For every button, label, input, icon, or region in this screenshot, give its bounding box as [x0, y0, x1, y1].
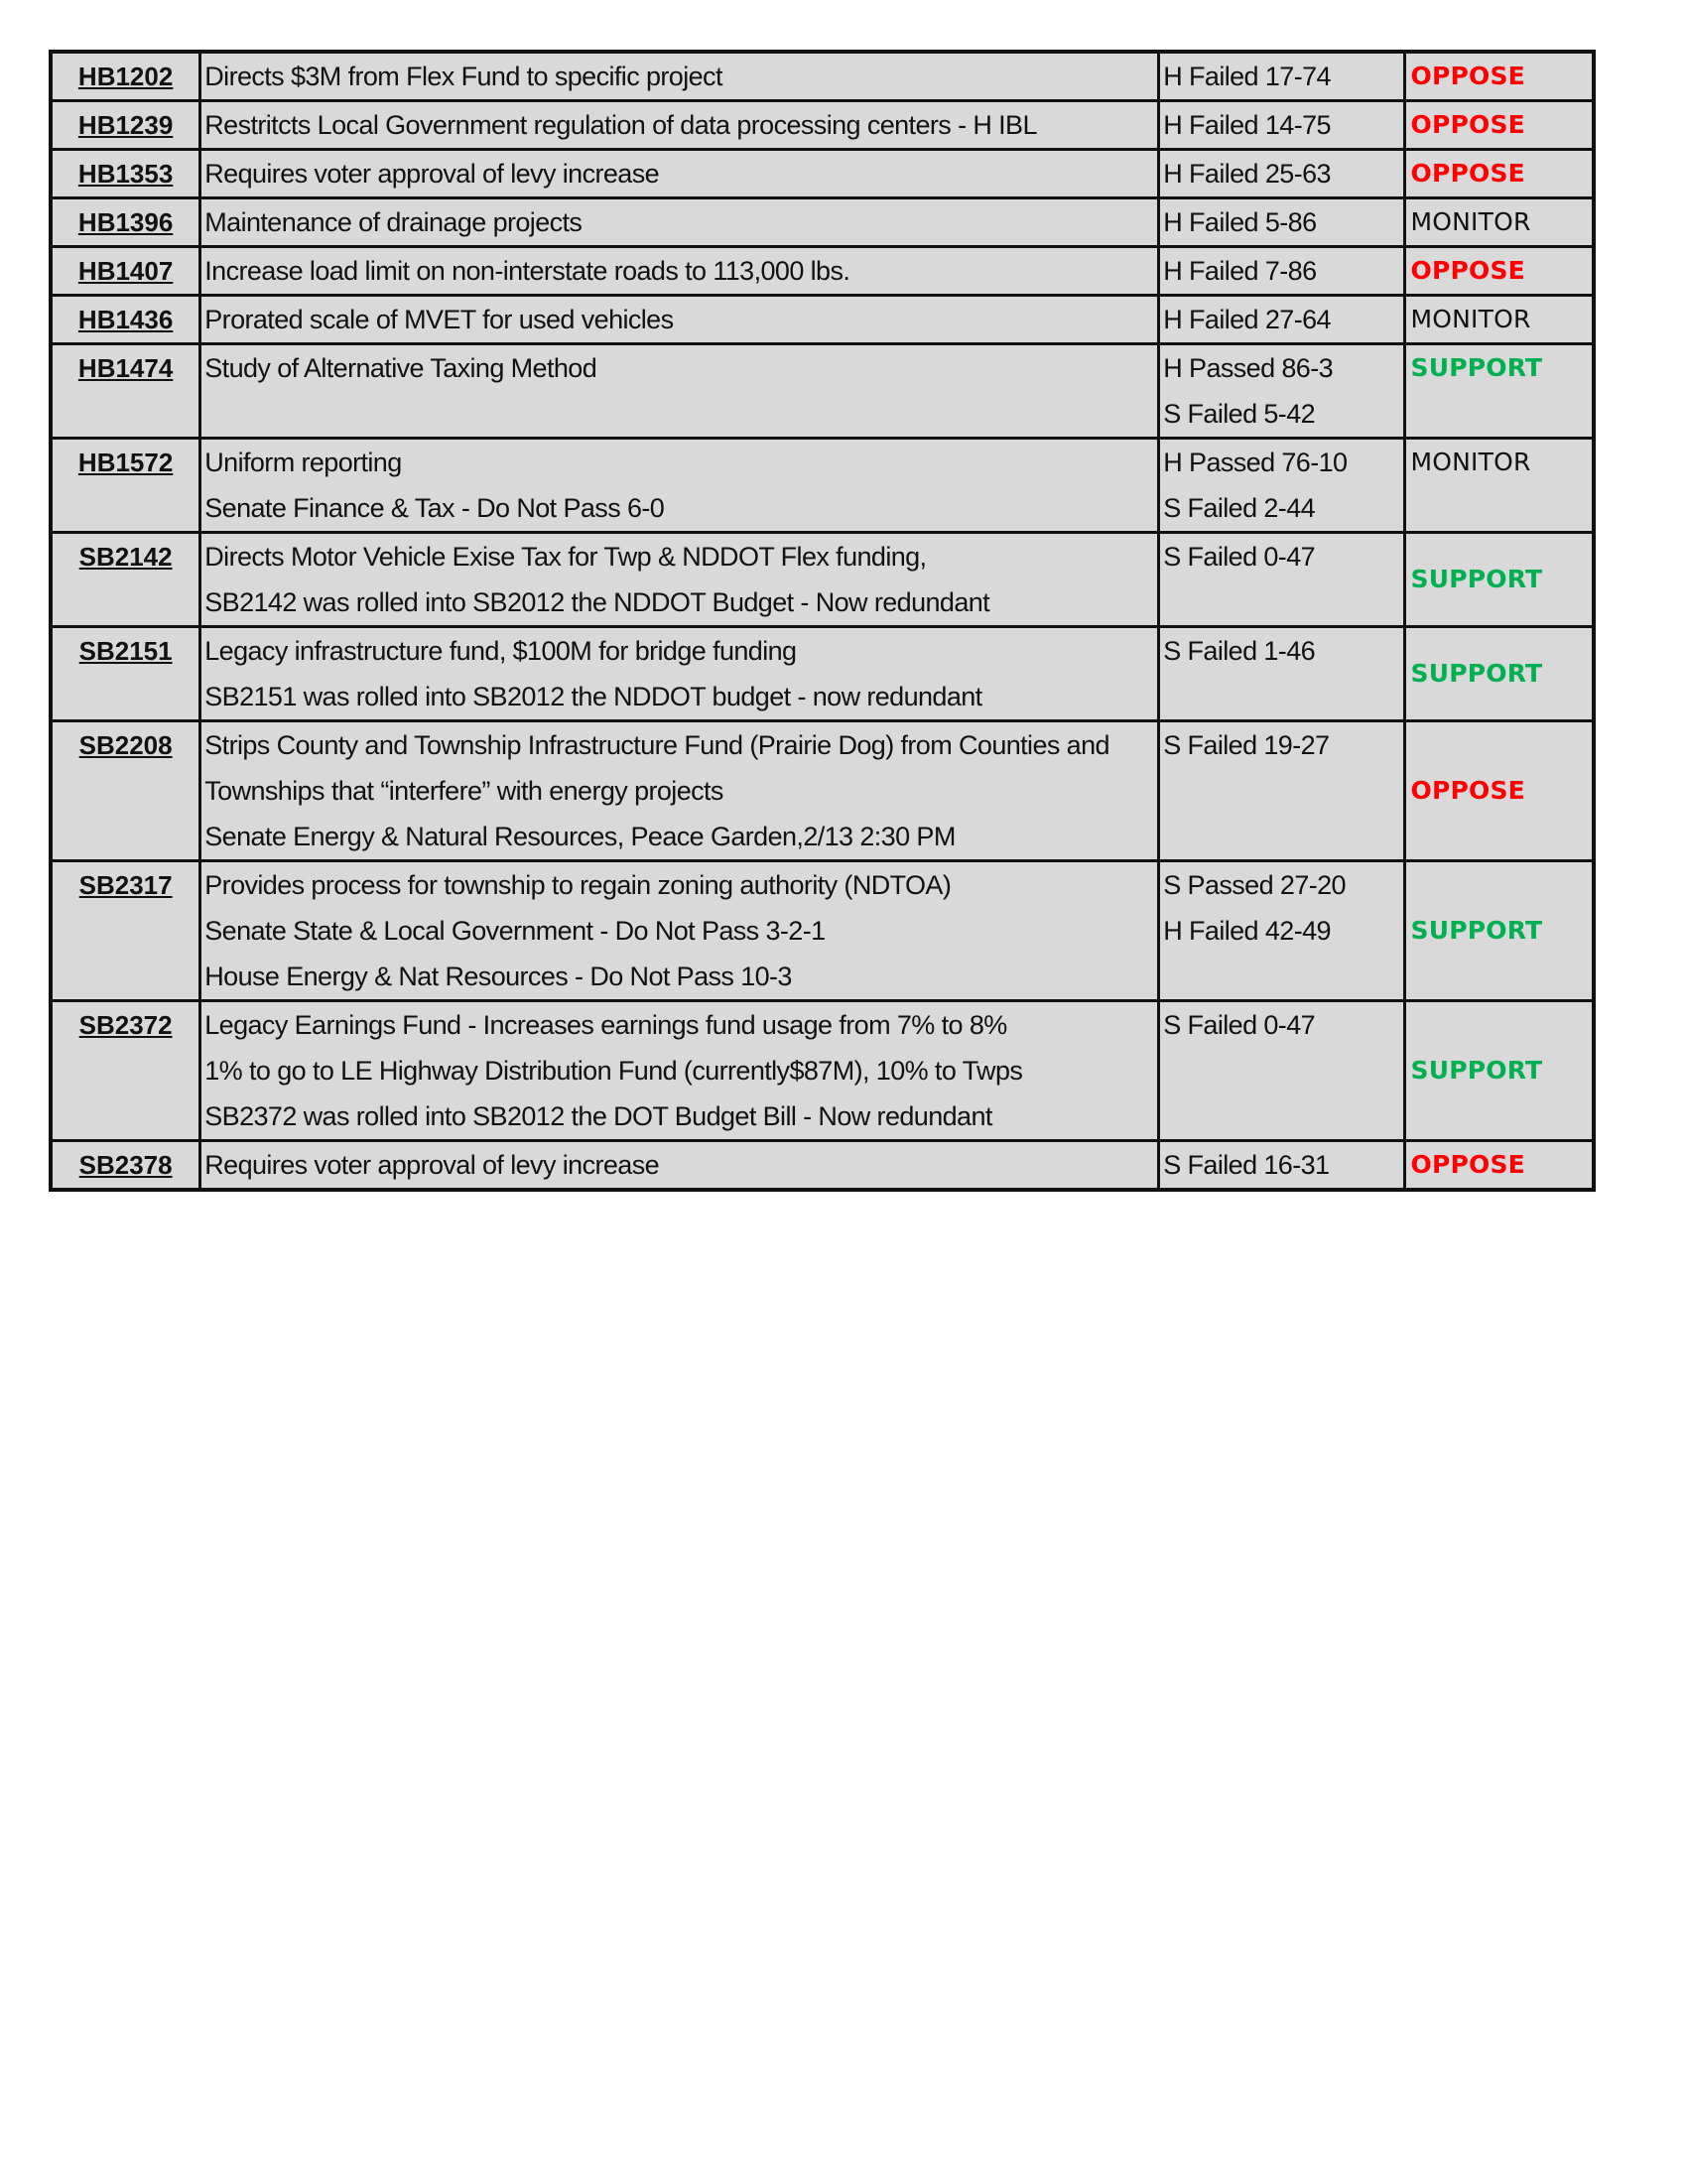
position-badge-monitor: MONITOR — [1410, 448, 1531, 476]
bill-id-link[interactable]: HB1436 — [77, 305, 174, 334]
position-badge-oppose: OPPOSE — [1410, 62, 1525, 90]
bill-status-line: S Failed 2-44 — [1163, 493, 1316, 523]
bill-position-cell — [1404, 1141, 1594, 1191]
bill-id-cell — [51, 721, 200, 861]
bill-position-cell — [1404, 101, 1594, 150]
position-badge-oppose: OPPOSE — [1410, 776, 1525, 805]
bill-description-cell — [200, 247, 1159, 296]
bill-description-cell — [200, 721, 1159, 861]
bill-row — [51, 533, 1594, 627]
bill-description-cell — [200, 627, 1159, 721]
bill-description-cell — [200, 1141, 1159, 1191]
legislation-table — [49, 50, 1596, 1192]
bill-status-line: H Passed 86-3 — [1163, 353, 1334, 383]
bill-status-line: H Failed 17-74 — [1163, 62, 1331, 91]
bill-status-cell — [1159, 344, 1404, 439]
bill-description-cell — [200, 533, 1159, 627]
bill-id-link[interactable]: SB2142 — [78, 542, 173, 572]
bill-row — [51, 247, 1594, 296]
bill-row — [51, 198, 1594, 247]
bill-status-line: S Failed 0-47 — [1163, 1010, 1316, 1040]
bill-status-line: H Failed 42-49 — [1163, 916, 1331, 946]
bill-description-line: Prorated scale of MVET for used vehicles — [204, 305, 674, 334]
bill-description-cell — [200, 439, 1159, 533]
bill-description-line: Senate State & Local Government - Do Not Pass 3-2-1 — [204, 916, 826, 946]
bill-id-cell — [51, 150, 200, 198]
bill-row — [51, 296, 1594, 344]
bill-description-line: Increase load limit on non-interstate roads to 113,000 lbs. — [204, 256, 850, 286]
bill-id-cell — [51, 296, 200, 344]
bill-description-line: Directs $3M from Flex Fund to specific project — [204, 62, 722, 91]
bill-id-link[interactable]: SB2317 — [78, 870, 173, 900]
position-badge-support: SUPPORT — [1410, 659, 1543, 688]
position-badge-support: SUPPORT — [1410, 1056, 1543, 1085]
bill-description-line: Maintenance of drainage projects — [204, 207, 583, 237]
bill-description-line — [201, 391, 1157, 437]
bill-description-line: SB2151 was rolled into SB2012 the NDDOT budget - now redundant — [204, 682, 982, 711]
position-badge-monitor: MONITOR — [1410, 207, 1531, 236]
bill-status-cell — [1159, 533, 1404, 627]
position-badge-support: SUPPORT — [1410, 353, 1543, 382]
bill-row — [51, 1001, 1594, 1141]
bill-description-cell — [200, 296, 1159, 344]
position-badge-oppose: OPPOSE — [1410, 110, 1525, 139]
bill-status-line: S Passed 27-20 — [1163, 870, 1346, 900]
bill-description-line: Restritcts Local Government regulation of data processing centers - H IBL — [204, 110, 1037, 140]
bill-status-cell — [1159, 150, 1404, 198]
bill-status-cell — [1159, 52, 1404, 101]
position-badge-oppose: OPPOSE — [1410, 159, 1525, 188]
bill-description-line: Requires voter approval of levy increase — [204, 159, 660, 189]
legislation-table-body — [51, 52, 1594, 1190]
bill-status-line: H Failed 14-75 — [1163, 110, 1331, 140]
bill-status-cell — [1159, 721, 1404, 861]
bill-position-cell — [1404, 52, 1594, 101]
bill-description-line: Senate Finance & Tax - Do Not Pass 6-0 — [204, 493, 665, 523]
bill-id-link[interactable]: HB1239 — [77, 110, 174, 140]
bill-status-line: S Failed 19-27 — [1163, 730, 1330, 760]
bill-position-cell — [1404, 721, 1594, 861]
bill-description-cell — [200, 861, 1159, 1001]
bill-description-line: Directs Motor Vehicle Exise Tax for Twp & NDDOT Flex funding, — [204, 542, 927, 572]
bill-row — [51, 439, 1594, 533]
bill-id-link[interactable]: HB1572 — [77, 448, 174, 477]
bill-description-line: SB2142 was rolled into SB2012 the NDDOT Budget - Now redundant — [204, 587, 990, 617]
bill-status-line: S Failed 0-47 — [1163, 542, 1316, 572]
bill-id-link[interactable]: SB2151 — [78, 636, 173, 666]
bill-id-link[interactable]: HB1353 — [77, 159, 174, 189]
bill-description-line: SB2372 was rolled into SB2012 the DOT Budget Bill - Now redundant — [204, 1101, 992, 1131]
bill-id-cell — [51, 1001, 200, 1141]
bill-status-cell — [1159, 296, 1404, 344]
bill-row — [51, 150, 1594, 198]
bill-status-cell — [1159, 861, 1404, 1001]
position-badge-support: SUPPORT — [1410, 565, 1543, 593]
bill-status-cell — [1159, 1001, 1404, 1141]
bill-id-link[interactable]: HB1202 — [77, 62, 174, 91]
bill-id-cell — [51, 344, 200, 439]
bill-row — [51, 52, 1594, 101]
bill-description-line: Legacy Earnings Fund - Increases earnings fund usage from 7% to 8% — [204, 1010, 1007, 1040]
bill-status-line: S Failed 1-46 — [1163, 636, 1316, 666]
bill-description-cell — [200, 1001, 1159, 1141]
bill-description-line: Provides process for township to regain zoning authority (NDTOA) — [204, 870, 952, 900]
bill-status-cell — [1159, 439, 1404, 533]
bill-status-cell — [1159, 198, 1404, 247]
bill-row — [51, 101, 1594, 150]
bill-description-line: Senate Energy & Natural Resources, Peace Garden,2/13 2:30 PM — [204, 822, 956, 851]
bill-description-cell — [200, 344, 1159, 439]
bill-description-line: Townships that “interfere” with energy projects — [204, 776, 723, 806]
bill-status-line: H Failed 25-63 — [1163, 159, 1331, 189]
position-badge-oppose: OPPOSE — [1410, 1150, 1525, 1179]
bill-id-link[interactable]: SB2208 — [78, 730, 173, 760]
bill-id-cell — [51, 101, 200, 150]
bill-position-cell — [1404, 1001, 1594, 1141]
bill-description-cell — [200, 52, 1159, 101]
bill-id-cell — [51, 439, 200, 533]
bill-status-line: S Failed 16-31 — [1163, 1150, 1330, 1180]
bill-position-cell — [1404, 344, 1594, 439]
bill-description-line: House Energy & Nat Resources - Do Not Pass 10-3 — [204, 962, 792, 991]
bill-position-cell — [1404, 861, 1594, 1001]
bill-description-line: Legacy infrastructure fund, $100M for bridge funding — [204, 636, 797, 666]
bill-position-cell — [1404, 247, 1594, 296]
position-badge-oppose: OPPOSE — [1410, 256, 1525, 285]
bill-position-cell — [1404, 627, 1594, 721]
bill-row — [51, 721, 1594, 861]
bill-status-cell — [1159, 627, 1404, 721]
bill-id-link[interactable]: SB2378 — [78, 1150, 173, 1180]
bill-id-cell — [51, 861, 200, 1001]
bill-id-link[interactable]: HB1407 — [77, 256, 174, 286]
bill-status-cell — [1159, 247, 1404, 296]
bill-status-line: H Failed 7-86 — [1163, 256, 1317, 286]
bill-status-line: H Failed 27-64 — [1163, 305, 1331, 334]
bill-description-line: 1% to go to LE Highway Distribution Fund (currently$87M), 10% to Twps — [204, 1056, 1023, 1086]
bill-position-cell — [1404, 439, 1594, 533]
bill-status-line: S Failed 5-42 — [1163, 399, 1316, 429]
bill-row — [51, 1141, 1594, 1191]
position-badge-support: SUPPORT — [1410, 916, 1543, 945]
bill-id-cell — [51, 198, 200, 247]
bill-row — [51, 627, 1594, 721]
bill-description-cell — [200, 198, 1159, 247]
bill-id-cell — [51, 1141, 200, 1191]
position-badge-monitor: MONITOR — [1410, 305, 1531, 333]
bill-description-line: Study of Alternative Taxing Method — [204, 353, 597, 383]
bill-status-line: H Failed 5-86 — [1163, 207, 1317, 237]
bill-position-cell — [1404, 150, 1594, 198]
bill-row — [51, 344, 1594, 439]
bill-id-cell — [51, 533, 200, 627]
bill-position-cell — [1404, 198, 1594, 247]
bill-id-cell — [51, 627, 200, 721]
bill-description-cell — [200, 101, 1159, 150]
bill-status-cell — [1159, 101, 1404, 150]
bill-id-link[interactable]: HB1396 — [77, 207, 174, 237]
bill-description-line: Strips County and Township Infrastructure Fund (Prairie Dog) from Counties and — [204, 730, 1109, 760]
bill-row — [51, 861, 1594, 1001]
bill-position-cell — [1404, 296, 1594, 344]
bill-description-line: Uniform reporting — [204, 448, 402, 477]
bill-description-line: Requires voter approval of levy increase — [204, 1150, 660, 1180]
bill-id-link[interactable]: SB2372 — [78, 1010, 173, 1040]
bill-status-line: H Passed 76-10 — [1163, 448, 1348, 477]
bill-position-cell — [1404, 533, 1594, 627]
bill-status-cell — [1159, 1141, 1404, 1191]
bill-id-cell — [51, 247, 200, 296]
bill-id-link[interactable]: HB1474 — [77, 353, 174, 383]
bill-description-cell — [200, 150, 1159, 198]
bill-id-cell — [51, 52, 200, 101]
